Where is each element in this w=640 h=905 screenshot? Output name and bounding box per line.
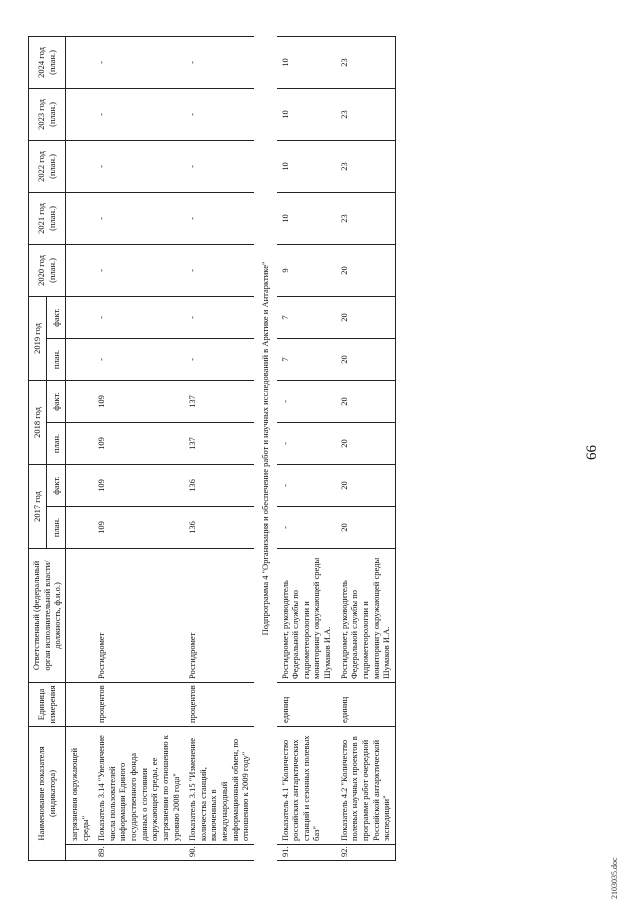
header-2024: 2024 год (план.) xyxy=(29,36,66,88)
value-cell: 20 xyxy=(336,296,396,338)
value-cell: 20 xyxy=(336,338,396,380)
header-unit: Единица измерения xyxy=(29,682,66,726)
subprogram-title: Подпрограмма 4 "Организация и обеспечение работ и научных исследований в Арктике и Антарктике" xyxy=(259,261,270,636)
value-cell: - xyxy=(184,296,254,338)
value-cell: 137 xyxy=(184,380,254,422)
value-cell: - xyxy=(184,36,254,88)
indicator-name: Показатель 4.1 "Количество российских антарктических станций и сезонных полевых баз" xyxy=(277,726,336,844)
unit: процентов xyxy=(184,682,254,726)
value-cell: 10 xyxy=(277,140,336,192)
value-cell: - xyxy=(184,244,254,296)
value-cell: - xyxy=(277,422,336,464)
header-2023: 2023 год (план.) xyxy=(29,88,66,140)
value-cell: - xyxy=(277,506,336,548)
value-cell: 20 xyxy=(336,464,396,506)
value-cell: - xyxy=(93,140,184,192)
value-cell: 109 xyxy=(93,464,184,506)
header-2022: 2022 год (план.) xyxy=(29,140,66,192)
header-2019: 2019 год xyxy=(29,296,47,380)
table-row xyxy=(65,36,93,860)
value-cell: 109 xyxy=(93,422,184,464)
value-cell: - xyxy=(93,338,184,380)
indicator-name: Показатель 3.15 "Изменение количества станций, включенных в международный информационный обмен, по отношению к 2009 году" xyxy=(184,726,254,844)
value-cell: 20 xyxy=(336,506,396,548)
continued-name: загрязнения окружающей среды" xyxy=(65,726,93,844)
value-cell: - xyxy=(184,338,254,380)
value-cell: - xyxy=(277,464,336,506)
responsible: Росгидромет, руководитель Федеральной службы по гидрометеорологии и мониторингу окружающей среды Шумаков И.А. xyxy=(277,548,336,682)
value-cell: 136 xyxy=(184,464,254,506)
header-2018-plan: план. xyxy=(47,422,65,464)
indicator-name: Показатель 4.2 "Количество полевых научных проектов в программе работ очередной Российской антарктической экспедиции" xyxy=(336,726,396,844)
unit: процентов xyxy=(93,682,184,726)
value-cell: 137 xyxy=(184,422,254,464)
value-cell: 20 xyxy=(336,422,396,464)
value-cell: 23 xyxy=(336,88,396,140)
value-cell: 7 xyxy=(277,296,336,338)
table-row xyxy=(277,36,336,860)
page-number: 66 xyxy=(584,445,600,460)
subprogram-row xyxy=(254,36,277,860)
row-number: 89. xyxy=(93,845,184,861)
responsible: Росгидромет xyxy=(93,548,184,682)
value-cell: 136 xyxy=(184,506,254,548)
value-cell: 23 xyxy=(336,36,396,88)
value-cell: 20 xyxy=(336,244,396,296)
responsible: Росгидромет xyxy=(184,548,254,682)
header-2017-plan: план. xyxy=(47,506,65,548)
header-name: Наименование показателя (индикатора) xyxy=(29,726,66,860)
row-number: 90. xyxy=(184,845,254,861)
value-cell: 10 xyxy=(277,88,336,140)
indicator-name: Показатель 3.14 "Увеличение числа пользователей информации Единого государственного фонда данных о состоянии окружающей среды, ее загрязнении по отношению к уровню 2008 года" xyxy=(93,726,184,844)
unit: единиц xyxy=(336,682,396,726)
value-cell: 7 xyxy=(277,338,336,380)
header-2021: 2021 год (план.) xyxy=(29,192,66,244)
header-responsible: Ответственный (федеральный орган исполнительной власти/должность, ф.и.о.) xyxy=(29,548,66,682)
value-cell: - xyxy=(93,36,184,88)
header-2017: 2017 год xyxy=(29,464,47,548)
header-2020: 2020 год (план.) xyxy=(29,244,66,296)
value-cell: - xyxy=(184,192,254,244)
table-row xyxy=(93,36,184,860)
value-cell: 23 xyxy=(336,140,396,192)
value-cell: 10 xyxy=(277,36,336,88)
header-2018: 2018 год xyxy=(29,380,47,464)
value-cell: 109 xyxy=(93,380,184,422)
value-cell: - xyxy=(184,140,254,192)
value-cell: - xyxy=(93,192,184,244)
value-cell: - xyxy=(93,296,184,338)
value-cell: - xyxy=(184,88,254,140)
value-cell: 20 xyxy=(336,380,396,422)
header-2017-fact: факт. xyxy=(47,464,65,506)
header-2019-fact: факт. xyxy=(47,296,65,338)
value-cell: 9 xyxy=(277,244,336,296)
row-number: 92. xyxy=(336,845,396,861)
unit: единиц xyxy=(277,682,336,726)
value-cell: 109 xyxy=(93,506,184,548)
header-2019-plan: план. xyxy=(47,338,65,380)
table-row xyxy=(184,36,254,860)
value-cell: - xyxy=(93,88,184,140)
footer-filename: 2103035.doc xyxy=(610,857,619,899)
value-cell: - xyxy=(277,380,336,422)
header-2018-fact: факт. xyxy=(47,380,65,422)
value-cell: 23 xyxy=(336,192,396,244)
indicators-table xyxy=(28,36,396,861)
responsible: Росгидромет, руководитель Федеральной службы по гидрометеорологии и мониторингу окружающей среды Шумаков И.А. xyxy=(336,548,396,682)
value-cell: 10 xyxy=(277,192,336,244)
value-cell: - xyxy=(93,244,184,296)
row-number: 91. xyxy=(277,845,336,861)
table-row xyxy=(336,36,396,860)
